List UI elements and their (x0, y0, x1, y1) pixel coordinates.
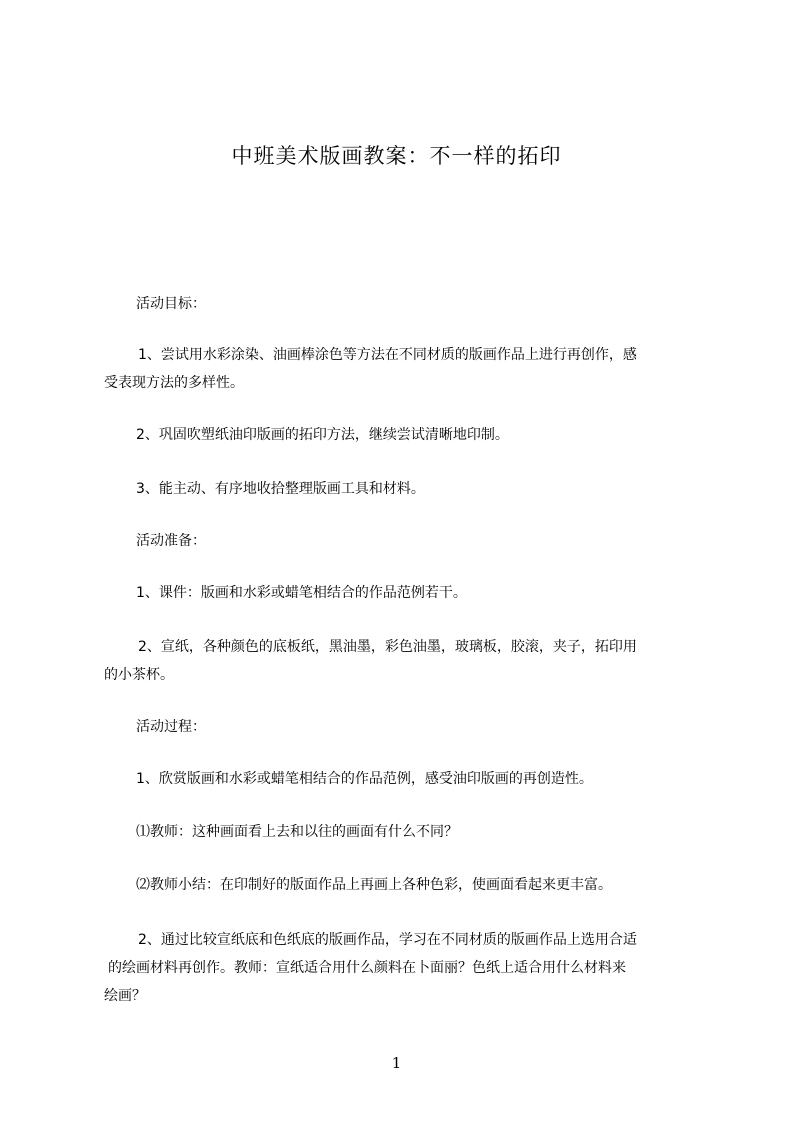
paragraph-line: 的小茶杯。 (104, 667, 174, 683)
prep-1 (104, 579, 714, 607)
process-heading (104, 713, 714, 741)
goals-heading (104, 290, 714, 318)
page-number: 1 (391, 1054, 402, 1072)
goal-3 (104, 475, 714, 503)
paragraph-line: 1、欣赏版画和水彩或蜡笔相结合的作品范例，感受油印版画的再创造性。 (136, 771, 593, 787)
paragraph-line: 的绘画材料再创作。教师：宣纸适合用什么颜料在卜面丽？色纸上适合用什么材料来 (108, 960, 626, 976)
prep-heading (104, 527, 714, 555)
paragraph-line: ⑴教师：这种画面看上去和以往的画面有什么不同？ (136, 824, 458, 840)
paragraph-line: 2、巩固吹塑纸油印版画的拓印方法，继续尝试清晰地印制。 (136, 427, 509, 443)
paragraph-line: 2、通过比较宣纸底和色纸底的版画作品，学习在不同材质的版画作品上选用合适 (138, 932, 637, 948)
paragraph-line: ⑵教师小结：在印制好的版面作品上再画上各种色彩，使画面看起来更丰富。 (136, 877, 612, 893)
prep-2 (104, 633, 714, 689)
process-2 (104, 926, 714, 1010)
document-title: 中班美术版画教案：不一样的拓印 (231, 144, 562, 168)
paragraph-line: 活动准备： (136, 533, 206, 549)
process-1 (104, 765, 714, 793)
goal-1 (104, 341, 714, 397)
paragraph-line: 受表现方法的多样性。 (104, 375, 244, 391)
paragraph-line: 3、能主动、有序地收拾整理版画工具和材料。 (136, 481, 425, 497)
paragraph-line: 活动过程： (136, 719, 206, 735)
paragraph-line: 1、课件：版画和水彩或蜡笔相结合的作品范例若干。 (136, 585, 467, 601)
paragraph-line: 绘画？ (104, 988, 146, 1004)
process-1-1 (104, 818, 714, 846)
paragraph-line: 活动目标： (136, 296, 206, 312)
process-1-2 (104, 871, 714, 899)
paragraph-line: 1、尝试用水彩涂染、油画棒涂色等方法在不同材质的版画作品上进行再创作，感 (138, 347, 637, 363)
paragraph-line: 2、宣纸，各种颜色的底板纸，黑油墨，彩色油墨，玻璃板，胶滚，夹子，拓印用 (138, 639, 637, 655)
goal-2 (104, 421, 714, 449)
